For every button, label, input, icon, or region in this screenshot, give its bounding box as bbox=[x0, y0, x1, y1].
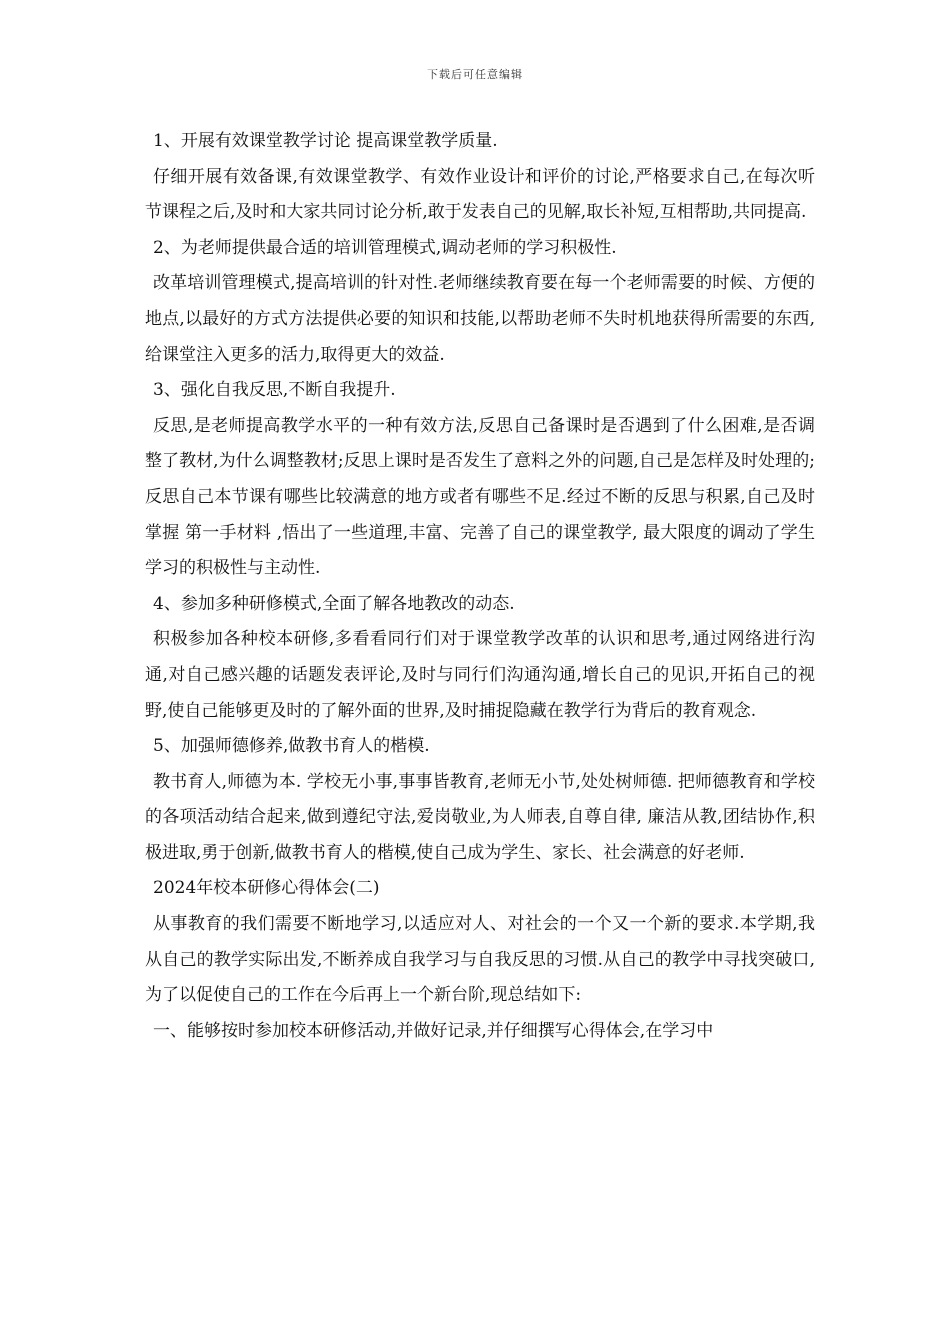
body-paragraph-7: 一、能够按时参加校本研修活动,并做好记录,并仔细撰写心得体会,在学习中 bbox=[153, 1020, 714, 1041]
document-subtitle: 2024年校本研修心得体会(二) bbox=[153, 878, 380, 899]
section-heading-2: 2、为老师提供最合适的培训管理模式,调动老师的学习积极性. bbox=[153, 237, 617, 258]
document-body bbox=[145, 124, 815, 1049]
section-heading-3: 3、强化自我反思,不断自我提升. bbox=[153, 380, 396, 401]
page-header: 下载后可任意编辑 bbox=[427, 68, 523, 81]
section-heading-4: 4、参加多种研修模式,全面了解各地教改的动态. bbox=[153, 593, 515, 614]
body-paragraph-5: 教书育人,师德为本. 学校无小事,事事皆教育,老师无小节,处处树师德. 把师德教育和学校的各项活动结合起来,做到遵纪守法,爱岗敬业,为人师表,自尊自律, 廉洁从教,团结协作,积极进取,勇于创新,做教书育人的楷模,使自己成为学生、家长、社会满意的好老师. bbox=[145, 771, 815, 863]
section-heading-5: 5、加强师德修养,做教书育人的楷模. bbox=[153, 736, 430, 757]
body-paragraph-4: 积极参加各种校本研修,多看看同行们对于课堂教学改革的认识和思考,通过网络进行沟通,对自己感兴趣的话题发表评论,及时与同行们沟通沟通,增长自己的见识,开拓自己的视野,使自己能够更及时的了解外面的世界,及时捕捉隐藏在教学行为背后的教育观念. bbox=[145, 629, 815, 721]
body-paragraph-6: 从事教育的我们需要不断地学习,以适应对人、对社会的一个又一个新的要求.本学期,我从自己的教学实际出发,不断养成自我学习与自我反思的习惯.从自己的教学中寻找突破口,为了以促使自己的工作在今后再上一个新台阶,现总结如下: bbox=[145, 914, 815, 1006]
body-paragraph-2: 改革培训管理模式,提高培训的针对性.老师继续教育要在每一个老师需要的时候、方便的地点,以最好的方式方法提供必要的知识和技能,以帮助老师不失时机地获得所需要的东西,给课堂注入更多的活力,取得更大的效益. bbox=[145, 273, 815, 365]
body-paragraph-1: 仔细开展有效备课,有效课堂教学、有效作业设计和评价的讨论,严格要求自己,在每次听节课程之后,及时和大家共同讨论分析,敢于发表自己的见解,取长补短,互相帮助,共同提高. bbox=[145, 166, 815, 223]
body-paragraph-3: 反思,是老师提高教学水平的一种有效方法,反思自己备课时是否遇到了什么困难,是否调整了教材,为什么调整教材;反思上课时是否发生了意料之外的问题,自己是怎样及时处理的;反思自己本节课有哪些比较满意的地方或者有哪些不足.经过不断的反思与积累,自己及时掌握 第一手材料 ,悟出了一些道理,丰富、完善了自己的课堂教学, 最大限度的调动了学生学习的积极性与主动性. bbox=[145, 415, 815, 579]
section-heading-1: 1、开展有效课堂教学讨论 提高课堂教学质量. bbox=[153, 131, 498, 151]
